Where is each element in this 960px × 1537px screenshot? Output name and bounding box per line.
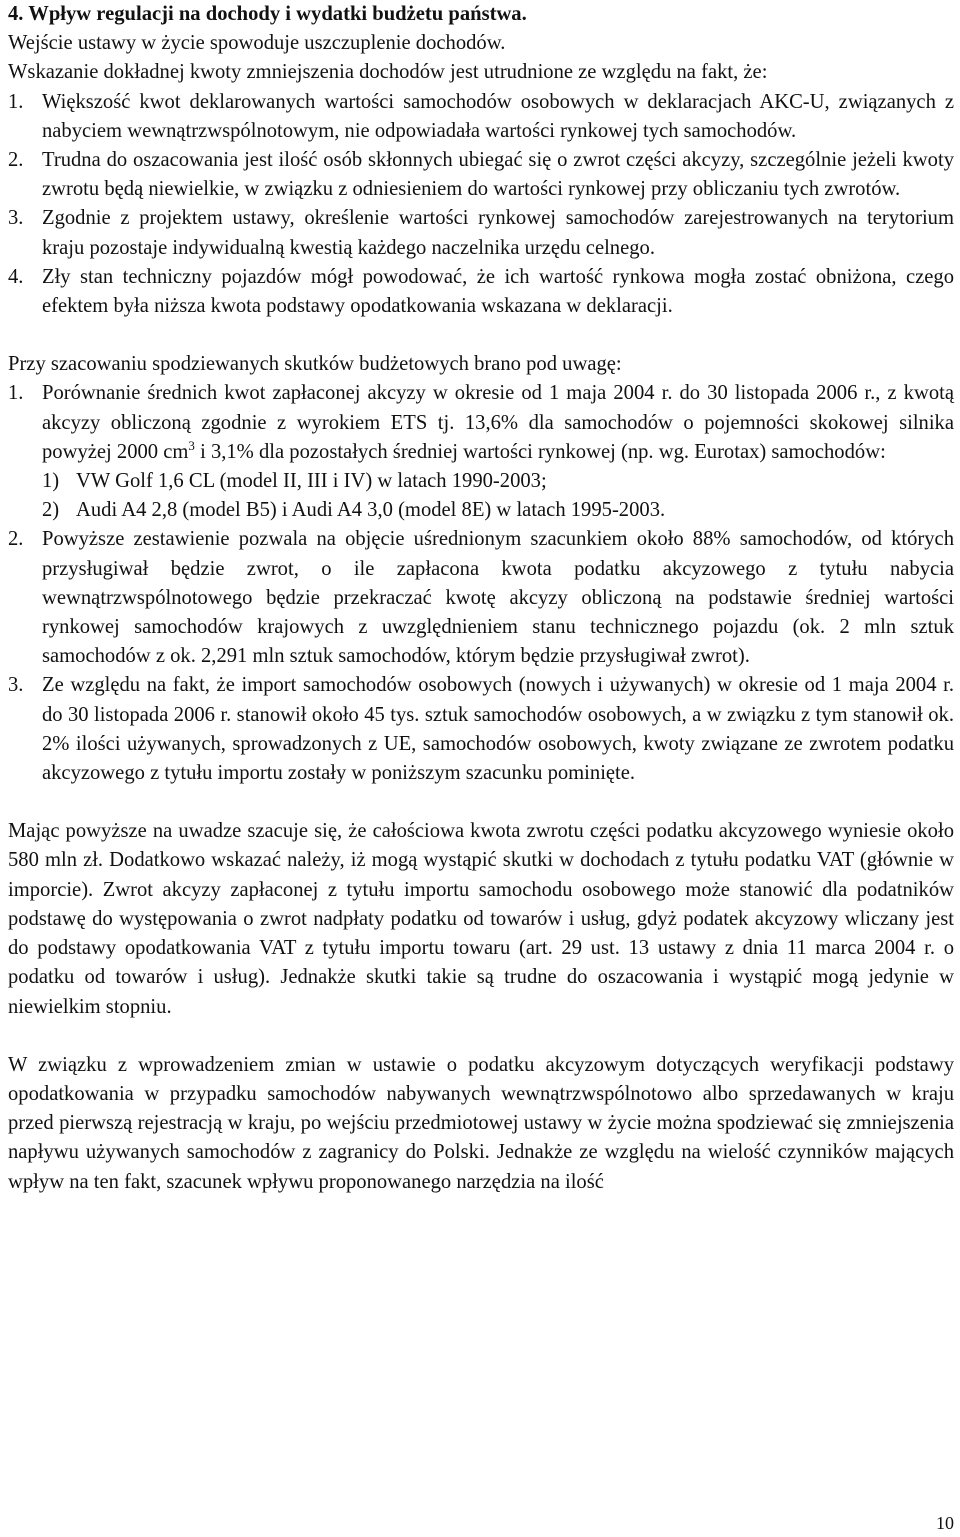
page-number: 10 (936, 1513, 954, 1533)
list-item-text: Większość kwot deklarowanych wartości samochodów osobowych w deklaracjach AKC-U, związanych z nabyciem wewnątrzwspólnotowym, nie odpowiadała wartości rynkowej tych samochodów. (42, 90, 954, 142)
list-item-text: Ze względu na fakt, że import samochodów osobowych (nowych i używanych) w okresie od 1 maja 2004 r. do 30 listopada 2006 r. stanowił około 45 tys. sztuk samochodów osobowych, a w związku z tym stanowił ok. 2% ilości używanych, sprowadzonych z UE, samochodów osobowych, kwoty związane ze zwrotem podatku akcyzowego z tytułu importu zostały w poniższym szacunku pominięte. (42, 674, 954, 785)
list-item-number: 3. (8, 674, 24, 697)
list-item-text: Zgodnie z projektem ustawy, określenie wartości rynkowej samochodów zarejestrowanych na terytorium kraju pozostaje indywidualną kwestią każdego naczelnika urzędu celnego. (42, 207, 954, 259)
list-item (8, 671, 954, 788)
list-item-text: Powyższe zestawienie pozwala na objęcie uśrednionym szacunkiem około 88% samochodów, od których przysługiwał będzie zwrot, o ile zapłacona kwota podatku akcyzowego z tytułu nabycia wewnątrzwspólnotowego będzie przekraczać kwotę akcyzy obliczoną na podstawie średniej wartości rynkowej samochodów krajowych z uwzględnieniem stanu technicznego pojazdu (ok. 2 mln sztuk samochodów z ok. 2,291 mln sztuk samochodów, którym będzie przysługiwał zwrot). (42, 528, 954, 668)
document-page (8, 0, 954, 1197)
section-heading: 4. Wpływ regulacji na dochody i wydatki budżetu państwa. (8, 3, 527, 25)
paragraph: W związku z wprowadzeniem zmian w ustawie o podatku akcyzowym dotyczących weryfikacji podstawy opodatkowania w przypadku samochodów nabywanych wewnątrzwspólnotowo albo sprzedawanych w kraju przed pierwszą rejestracją w kraju, po wejściu przedmiotowej ustawy w życie można spodziewać się zmniejszenia napływu używanych samochodów z zagranicy do Polski. Jednakże ze względu na wielość czynników mających wpływ na ten fakt, szacunek wpływu proponowanego narzędzia na ilość (8, 1053, 954, 1193)
list-item (8, 379, 954, 467)
list-item-number: 4. (8, 265, 24, 288)
list-item (8, 146, 954, 204)
spacer (8, 1022, 954, 1051)
list-item-number: 1. (8, 90, 24, 113)
reasons-list (8, 88, 954, 322)
intro-line-2: Wskazanie dokładnej kwoty zmniejszenia dochodów jest utrudnione ze względu na fakt, że: (8, 61, 768, 84)
spacer (8, 788, 954, 817)
list-item-text: Zły stan techniczny pojazdów mógł powodować, że ich wartość rynkowa mogła zostać obniżona, czego efektem była niższa kwota podstawy opodatkowania wskazana w deklaracji. (42, 265, 954, 318)
list-item-number: 2. (8, 149, 24, 172)
sub-list-item-number: 2) (42, 499, 60, 522)
sub-list-item-text: Audi A4 2,8 (model B5) i Audi A4 3,0 (model 8E) w latach 1995-2003. (76, 499, 666, 522)
sub-list-item (42, 496, 954, 525)
estimation-intro: Przy szacowaniu spodziewanych skutków budżetowych brano pod uwagę: (8, 353, 622, 376)
superscript: 3 (188, 437, 195, 453)
sub-list-item (42, 467, 954, 496)
estimation-list (8, 379, 954, 788)
list-item-number: 1. (8, 382, 24, 405)
list-item-number: 3. (8, 207, 24, 230)
paragraph: Mając powyższe na uwadze szacuje się, że całościowa kwota zwrotu części podatku akcyzowego wyniesie około 580 mln zł. Dodatkowo wskazać należy, iż mogą wystąpić skutki w dochodach z tytułu podatku VAT (głównie w imporcie). Zwrot akcyzy zapłaconej z tytułu importu samochodu osobowego może stanowić dla podatników podstawę do występowania o zwrot nadpłaty podatku od towarów i usług, gdyż podatek akcyzowy wliczany jest do podstawy opodatkowania VAT z tytułu importu towaru (art. 29 ust. 13 ustawy z dnia 11 marca 2004 r. o podatku od towarów i usług). Jednakże skutki takie są trudne do oszacowania i wystąpić mogą jedynie w niewielkim stopniu. (8, 820, 954, 1018)
sub-list-item-text: VW Golf 1,6 CL (model II, III i IV) w latach 1990-2003; (76, 470, 547, 493)
list-item-text: Trudna do oszacowania jest ilość osób skłonnych ubiegać się o zwrot części akcyzy, szczególnie jeżeli kwoty zwrotu będą niewielkie, w związku z odniesieniem do wartości rynkowej przy obliczaniu tych zwrotów. (42, 149, 954, 201)
list-item (8, 204, 954, 262)
list-item (8, 525, 954, 671)
list-item (8, 263, 954, 321)
list-item-number: 2. (8, 528, 24, 551)
spacer (8, 321, 954, 350)
sub-list-item-number: 1) (42, 470, 60, 493)
intro-line-1: Wejście ustawy w życie spowoduje uszczuplenie dochodów. (8, 32, 506, 55)
list-item (8, 88, 954, 146)
list-item-text: Porównanie średnich kwot zapłaconej akcyzy w okresie od 1 maja 2004 r. do 30 listopada 2006 r., z kwotą akcyzy obliczoną zgodnie z wyrokiem ETS tj. 13,6% dla samochodów o pojemności skokowej silnika powyżej 2000 cm (42, 382, 954, 463)
list-item-text-continued: i 3,1% dla pozostałych średniej wartości rynkowej (np. wg. Eurotax) samochodów: (194, 440, 886, 463)
